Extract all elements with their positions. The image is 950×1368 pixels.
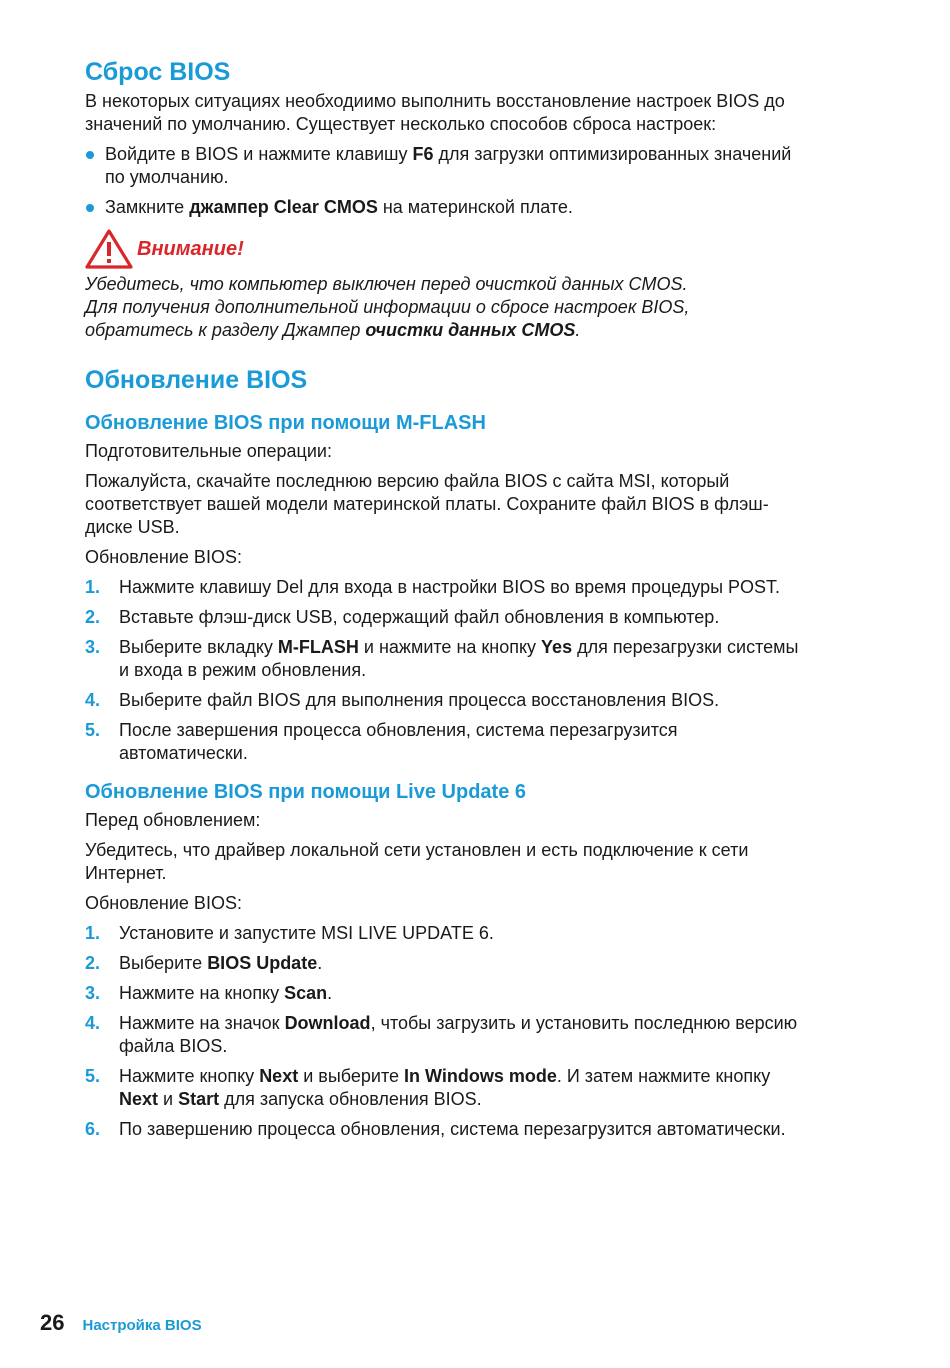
live-update-label: Обновление BIOS: [85,893,242,913]
list-item: 3. Выберите вкладку M-FLASH и нажмите на кнопку Yes для перезагрузки системы и входа в режим обновления. [85,637,799,680]
mflash-prep-label: Подготовительные операции: [85,441,332,461]
reset-intro: В некоторых ситуациях необходиимо выполнить восстановление настроек BIOS до значений по умолчанию. Существует несколько способов сброса настроек: [85,91,785,134]
mflash-update-label: Обновление BIOS: [85,547,242,567]
list-item: 5. Нажмите кнопку Next и выберите In Windows mode. И затем нажмите кнопку Next и Start для запуска обновления BIOS. [85,1066,771,1109]
list-item: 6. По завершению процесса обновления, система перезагрузится автоматически. [85,1119,786,1139]
mflash-steps [85,576,805,765]
mflash-title: Обновление BIOS при помощи M-FLASH [85,412,486,434]
page-content [85,56,805,1148]
live-update-title: Обновление BIOS при помощи Live Update 6 [85,781,527,803]
warning-icon [85,229,133,269]
warning-title: Внимание! [137,237,244,260]
list-item: 2. Вставьте флэш-диск USB, содержащий файл обновления в компьютер. [85,607,720,627]
list-item: 2. Выберите BIOS Update. [85,953,323,973]
reset-methods-list [85,143,805,219]
footer-section-title: Настройка BIOS [82,1317,202,1334]
reset-title: Сброс BIOS [85,58,231,86]
list-item: 1. Нажмите клавишу Del для входа в настройки BIOS во время процедуры POST. [85,577,781,597]
list-item: 1. Установите и запустите MSI LIVE UPDATE 6. [85,923,494,943]
bullet-icon [86,151,94,159]
live-before-text: Убедитесь, что драйвер локальной сети установлен и есть подключение к сети Интернет. [85,840,749,883]
list-item: Замкните джампер Clear CMOS на материнской плате. [85,196,805,219]
warning-header [85,229,805,269]
list-item: 4. Выберите файл BIOS для выполнения процесса восстановления BIOS. [85,690,720,710]
list-item: 5. После завершения процесса обновления, система перезагрузится автоматически. [85,720,678,763]
list-item: Войдите в BIOS и нажмите клавишу F6 для загрузки оптимизированных значений по умолчанию. [85,143,805,189]
live-update-steps [85,922,805,1141]
list-item: 4. Нажмите на значок Download, чтобы загрузить и установить последнюю версию файла BIOS. [85,1013,798,1056]
warning-text: Убедитесь, что компьютер выключен перед очисткой данных CMOS. Для получения дополнительной информации о сбросе настроек BIOS, обратитесь к разделу Джампер очистки данных CMOS. [85,274,690,340]
bullet-icon [86,204,94,212]
page-footer [40,1310,202,1336]
update-title: Обновление BIOS [85,366,308,394]
list-item: 3. Нажмите на кнопку Scan. [85,983,333,1003]
live-before-label: Перед обновлением: [85,810,261,830]
page-number: 26 [40,1310,65,1335]
mflash-prep-text: Пожалуйста, скачайте последнюю версию файла BIOS с сайта MSI, который соответствует вашей модели материнской платы. Сохраните файл BIOS в флэш-диске USB. [85,471,769,537]
